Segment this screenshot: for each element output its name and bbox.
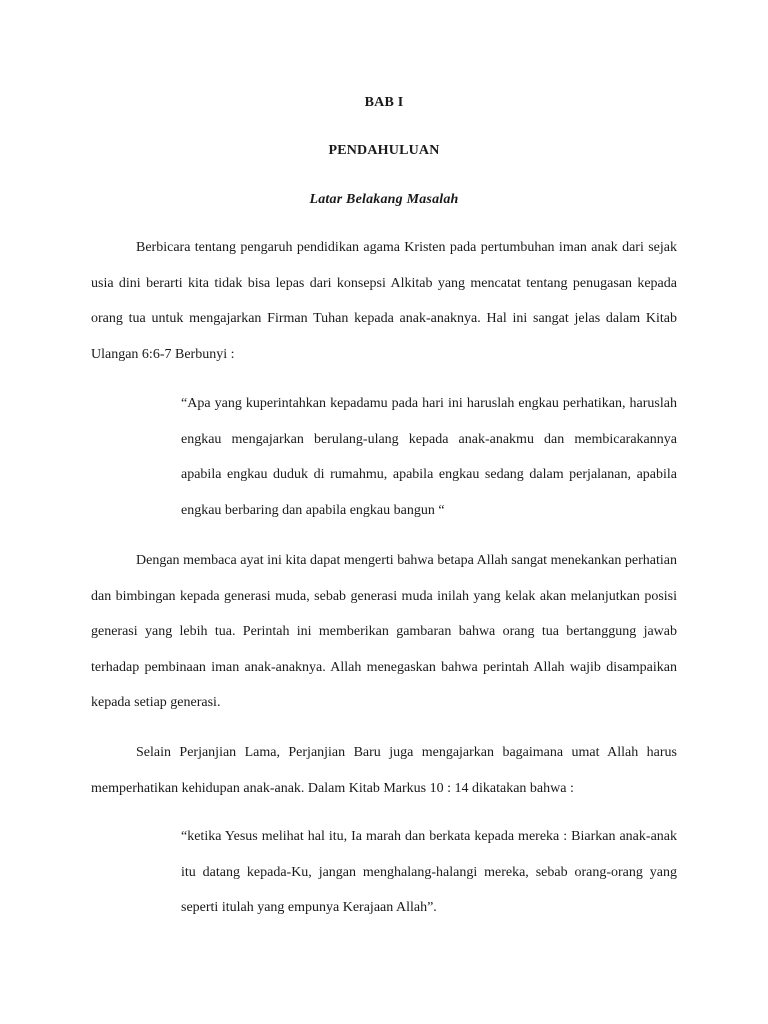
body-paragraph-new-testament: Selain Perjanjian Lama, Perjanjian Baru juga mengajarkan bagaimana umat Allah harus memperhatikan kehidupan anak-anak. Dalam Kitab Markus 10 : 14 dikatakan bahwa :: [91, 745, 677, 796]
body-paragraph-explanation: Dengan membaca ayat ini kita dapat mengerti bahwa betapa Allah sangat menekankan perhatian dan bimbingan kepada generasi muda, sebab generasi muda inilah yang kelak akan melanjutkan posisi generasi yang lebih tua. Perintah ini memberikan gambaran bahwa orang tua bertanggung jawab terhadap pembinaan iman anak-anaknya. Allah menegaskan bahwa perintah Allah wajib disampaikan kepada setiap generasi.: [91, 553, 677, 711]
block-quote-markus: “ketika Yesus melihat hal itu, Ia marah dan berkata kepada mereka : Biarkan anak-anak itu datang kepada-Ku, jangan menghalang-halangi mereka, sebab orang-orang yang seperti itulah yang empunya Kerajaan Allah”.: [181, 829, 677, 916]
chapter-heading: BAB I: [364, 95, 404, 110]
chapter-title: PENDAHULUAN: [328, 143, 440, 158]
block-quote-ulangan: “Apa yang kuperintahkan kepadamu pada hari ini haruslah engkau perhatikan, haruslah engkau mengajarkan berulang-ulang kepada anak-anakmu dan membicarakannya apabila engkau duduk di rumahmu, apabila engkau sedang dalam perjalanan, apabila engkau berbaring dan apabila engkau bangun “: [181, 396, 677, 518]
section-subtitle: Latar Belakang Masalah: [309, 192, 459, 207]
body-paragraph-intro: Berbicara tentang pengaruh pendidikan agama Kristen pada pertumbuhan iman anak dari sejak usia dini berarti kita tidak bisa lepas dari konsepsi Alkitab yang mencatat tentang penugasan kepada orang tua untuk mengajarkan Firman Tuhan kepada anak-anaknya. Hal ini sangat jelas dalam Kitab Ulangan 6:6-7 Berbunyi :: [91, 240, 677, 362]
